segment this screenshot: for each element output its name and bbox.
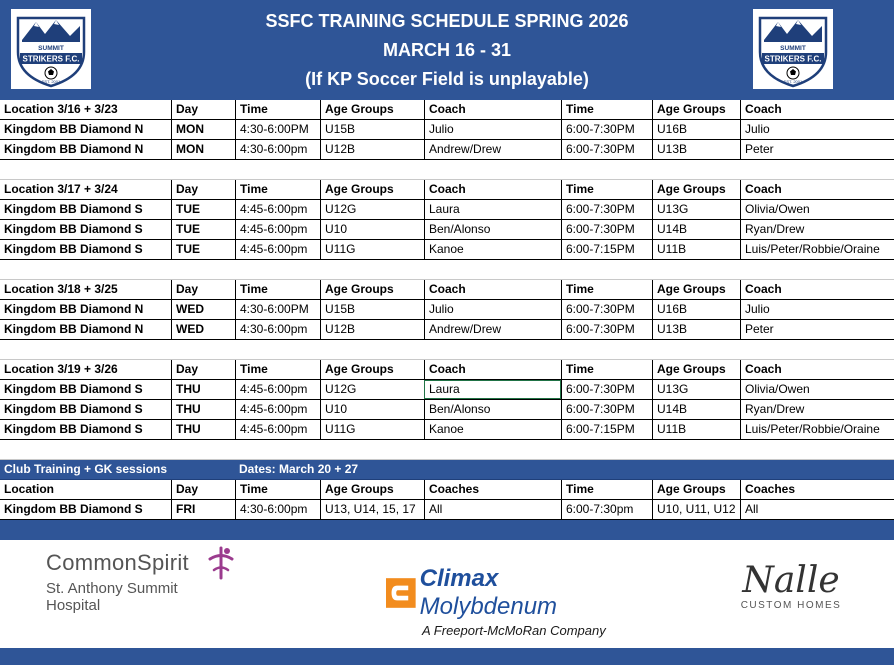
header-cell[interactable]: Day [171,180,235,199]
age-group-cell[interactable]: U14B [652,220,740,239]
coach-cell[interactable]: Andrew/Drew [424,140,561,159]
time-cell[interactable]: 4:30-6:00pm [235,320,320,339]
age-group-cell[interactable]: U12G [320,200,424,219]
time-cell[interactable]: 6:00-7:15PM [561,240,652,259]
age-group-cell[interactable]: U10, U11, U12 [652,500,740,519]
age-group-cell[interactable]: U11B [652,420,740,439]
header-cell[interactable]: Age Groups [320,100,424,119]
table-row [0,500,894,520]
table-row [0,400,894,420]
age-group-cell[interactable]: U16B [652,120,740,139]
spacer-row [0,260,894,280]
time-cell[interactable]: 4:30-6:00PM [235,120,320,139]
header-cell[interactable]: Age Groups [320,360,424,379]
svg-text:SUMMIT: SUMMIT [780,45,806,52]
coach-cell[interactable]: Julio [424,300,561,319]
coach-cell[interactable]: All [424,500,561,519]
header-cell[interactable]: Day [171,100,235,119]
age-group-cell[interactable]: U16B [652,300,740,319]
header-cell[interactable]: Coach [424,180,561,199]
table-row [0,220,894,240]
coach-cell[interactable]: Laura [424,200,561,219]
location-cell[interactable]: Kingdom BB Diamond S [4,222,143,236]
header-cell[interactable]: Time [561,100,652,119]
spacer-row [0,440,894,460]
coach-cell[interactable]: Ryan/Drew [740,400,894,419]
coach-cell[interactable]: Julio [740,120,894,139]
time-cell[interactable]: 4:30-6:00pm [235,140,320,159]
climax-logo [386,565,626,638]
header-cell[interactable]: Coach [424,100,561,119]
section-header-row [0,100,894,120]
location-cell[interactable]: Kingdom BB Diamond S [4,242,143,256]
day-cell[interactable]: TUE [171,220,235,239]
time-cell[interactable]: 4:45-6:00pm [235,420,320,439]
climax-name [420,565,626,621]
location-cell[interactable]: Kingdom BB Diamond S [4,382,143,396]
header-cell[interactable]: Time [235,100,320,119]
header-cell[interactable]: Age Groups [652,360,740,379]
header-cell[interactable]: Coach [740,280,894,299]
club-logo-right [753,9,833,89]
coach-cell[interactable]: Peter [740,320,894,339]
age-group-cell[interactable]: U10 [320,220,424,239]
header-cell[interactable]: Age Groups [320,480,424,499]
page-title: SSFC TRAINING SCHEDULE SPRING 2026 [265,11,629,31]
header-cell[interactable]: Coach [424,360,561,379]
section-header-row [0,480,894,500]
header-cell[interactable]: Time [235,180,320,199]
header-cell[interactable]: Coach [740,100,894,119]
age-group-cell[interactable]: U13B [652,140,740,159]
coach-cell[interactable]: Ben/Alonso [424,220,561,239]
svg-text:EST. 2001: EST. 2001 [41,79,61,84]
club-training-title-row [0,460,894,480]
time-cell[interactable]: 6:00-7:15PM [561,420,652,439]
date-range-title: MARCH 16 - 31 [382,40,512,60]
header-cell[interactable]: Time [235,280,320,299]
age-group-cell[interactable]: U11G [320,420,424,439]
coach-cell[interactable]: Kanoe [424,240,561,259]
header-cell[interactable]: Location 3/18 + 3/25 [4,282,118,296]
coach-cell[interactable]: Ben/Alonso [424,400,561,419]
club-training-title[interactable]: Club Training + GK sessions [4,462,168,476]
header-cell[interactable]: Coaches [740,480,894,499]
age-group-cell[interactable]: U15B [320,300,424,319]
age-group-cell[interactable]: U12B [320,320,424,339]
coach-cell[interactable]: Kanoe [424,420,561,439]
age-group-cell[interactable]: U14B [652,400,740,419]
spacer-row [0,340,894,360]
header-cell[interactable]: Location 3/19 + 3/26 [4,362,118,376]
day-cell[interactable]: MON [171,140,235,159]
header-cell[interactable]: Coach [740,180,894,199]
time-cell[interactable]: 6:00-7:30PM [561,380,652,399]
climax-name-rest: Molybdenum [419,593,558,620]
day-cell[interactable]: MON [171,120,235,139]
commonspirit-logo [46,550,246,640]
table-row [0,120,894,140]
time-cell[interactable]: 4:45-6:00pm [235,240,320,259]
header-cell[interactable]: Time [561,480,652,499]
header-cell[interactable]: Age Groups [320,280,424,299]
coach-cell[interactable]: Olivia/Owen [740,380,894,399]
table-row [0,200,894,220]
table-row [0,140,894,160]
svg-text:STRIKERS F.C.: STRIKERS F.C. [22,54,80,64]
time-cell[interactable]: 6:00-7:30PM [561,300,652,319]
time-cell[interactable]: 6:00-7:30PM [561,320,652,339]
condition-note: (If KP Soccer Field is unplayable) [305,69,589,89]
climax-subtitle: A Freeport-McMoRan Company [422,623,606,638]
time-cell[interactable]: 4:30-6:00PM [235,300,320,319]
section-header-row [0,280,894,300]
header-cell[interactable]: Time [561,180,652,199]
time-cell[interactable]: 6:00-7:30pm [561,500,652,519]
location-cell[interactable]: Kingdom BB Diamond N [4,142,144,156]
time-cell[interactable]: 6:00-7:30PM [561,400,652,419]
summit-strikers-logo-icon [754,10,832,88]
table-row [0,300,894,320]
time-cell[interactable]: 4:30-6:00pm [235,500,320,519]
club-training-dates[interactable]: Dates: March 20 + 27 [239,462,359,476]
nalle-logo [736,562,846,622]
time-cell[interactable]: 6:00-7:30PM [561,140,652,159]
schedule-table [0,100,894,520]
coach-cell[interactable]: Olivia/Owen [740,200,894,219]
time-cell[interactable]: 4:45-6:00pm [235,220,320,239]
commonspirit-subtitle-2: Hospital [46,597,101,614]
age-group-cell[interactable]: U12B [320,140,424,159]
day-cell[interactable]: THU [171,420,235,439]
age-group-cell[interactable]: U13, U14, 15, 17 [320,500,424,519]
svg-text:EST. 2001: EST. 2001 [783,79,803,84]
coach-cell[interactable]: Luis/Peter/Robbie/Oraine [740,420,894,439]
header-cell[interactable]: Day [171,480,235,499]
header-cell[interactable]: Age Groups [652,480,740,499]
table-row [0,420,894,440]
day-cell[interactable]: WED [171,320,235,339]
table-row [0,240,894,260]
svg-text:STRIKERS F.C.: STRIKERS F.C. [764,54,822,64]
section-header-row [0,360,894,380]
coach-cell[interactable]: All [740,500,894,519]
header-cell[interactable]: Age Groups [652,180,740,199]
age-group-cell[interactable]: U13G [652,380,740,399]
age-group-cell[interactable]: U11G [320,240,424,259]
climax-name-bold: Climax [419,565,499,592]
header-cell[interactable]: Age Groups [320,180,424,199]
day-cell[interactable]: THU [171,380,235,399]
commonspirit-name: CommonSpirit [46,550,189,575]
table-row [0,320,894,340]
location-cell[interactable]: Kingdom BB Diamond S [4,402,143,416]
time-cell[interactable]: 4:45-6:00pm [235,400,320,419]
time-cell[interactable]: 4:45-6:00pm [235,380,320,399]
coach-cell[interactable]: Andrew/Drew [424,320,561,339]
coach-cell[interactable]: Ryan/Drew [740,220,894,239]
age-group-cell[interactable]: U13B [652,320,740,339]
day-cell[interactable]: TUE [171,200,235,219]
age-group-cell[interactable]: U11B [652,240,740,259]
header-cell[interactable]: Coaches [424,480,561,499]
nalle-name: Nalle [742,560,840,601]
header-cell[interactable]: Day [171,280,235,299]
age-group-cell[interactable]: U13G [652,200,740,219]
header-cell[interactable]: Time [561,360,652,379]
section-header-row [0,180,894,200]
footer-band [0,648,894,665]
age-group-cell[interactable]: U15B [320,120,424,139]
header-cell[interactable]: Age Groups [652,280,740,299]
coach-cell[interactable]: Julio [740,300,894,319]
coach-cell[interactable]: Peter [740,140,894,159]
divider-band [0,520,894,540]
age-group-cell[interactable]: U10 [320,400,424,419]
time-cell[interactable]: 6:00-7:30PM [561,120,652,139]
svg-text:SUMMIT: SUMMIT [38,45,64,52]
day-cell[interactable]: FRI [171,500,235,519]
time-cell[interactable]: 6:00-7:30PM [561,200,652,219]
header-cell[interactable]: Time [235,480,320,499]
location-cell[interactable]: Kingdom BB Diamond S [4,202,143,216]
coach-cell[interactable]: Luis/Peter/Robbie/Oraine [740,240,894,259]
location-cell[interactable]: Kingdom BB Diamond N [4,302,144,316]
selected-coach-cell[interactable]: Laura [424,380,561,399]
header-cell[interactable]: Coach [740,360,894,379]
day-cell[interactable]: TUE [171,240,235,259]
time-cell[interactable]: 4:45-6:00pm [235,200,320,219]
location-cell[interactable]: Kingdom BB Diamond N [4,122,144,136]
commonspirit-mark-icon [206,546,236,580]
header-cell[interactable]: Location [4,482,54,496]
table-row [0,380,894,400]
header-cell[interactable]: Day [171,360,235,379]
spacer-row [0,160,894,180]
time-cell[interactable]: 6:00-7:30PM [561,220,652,239]
header-cell[interactable]: Time [235,360,320,379]
location-cell[interactable]: Kingdom BB Diamond N [4,322,144,336]
header-cell[interactable]: Age Groups [652,100,740,119]
day-cell[interactable]: WED [171,300,235,319]
header-cell[interactable]: Location 3/16 + 3/23 [4,102,118,116]
location-cell[interactable]: Kingdom BB Diamond S [4,502,143,516]
commonspirit-subtitle-1: St. Anthony Summit [46,580,178,597]
day-cell[interactable]: THU [171,400,235,419]
header-cell[interactable]: Location 3/17 + 3/24 [4,182,118,196]
nalle-subtitle: CUSTOM HOMES [740,600,842,611]
climax-mark-icon [386,577,416,609]
header-banner [0,0,894,100]
header-cell[interactable]: Time [561,280,652,299]
location-cell[interactable]: Kingdom BB Diamond S [4,422,143,436]
header-cell[interactable]: Coach [424,280,561,299]
age-group-cell[interactable]: U12G [320,380,424,399]
coach-cell[interactable]: Julio [424,120,561,139]
